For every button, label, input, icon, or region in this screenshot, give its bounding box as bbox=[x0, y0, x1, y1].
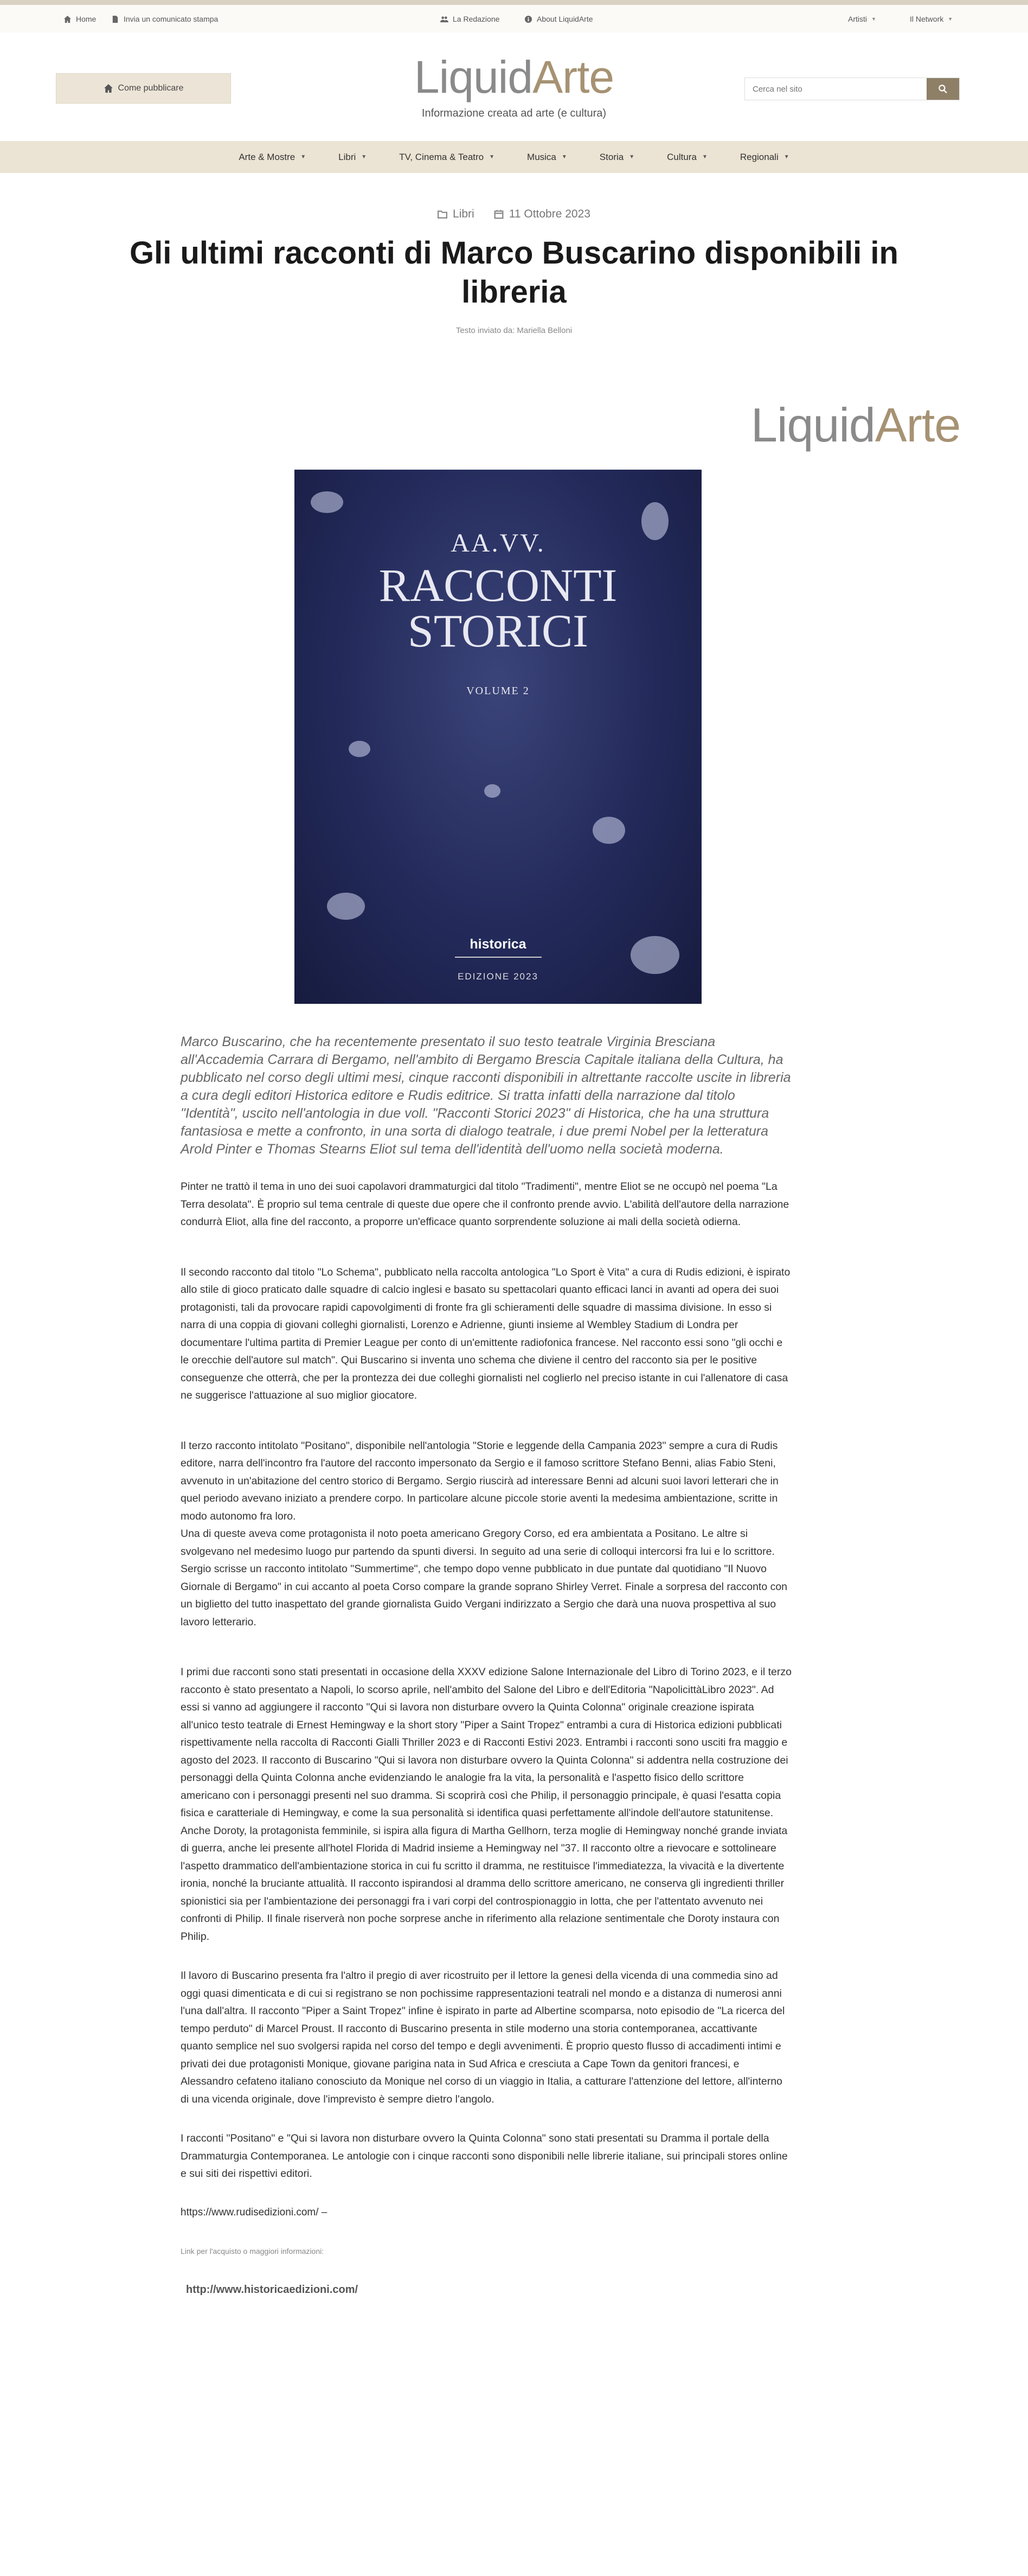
network-dropdown[interactable] bbox=[910, 15, 953, 23]
chevron-down-icon: ▼ bbox=[300, 154, 306, 160]
chevron-down-icon: ▼ bbox=[629, 154, 635, 160]
network-label: Il Network bbox=[910, 15, 944, 23]
article-paragraph: I primi due racconti sono stati presentati in occasione della XXXV edizione Salone Internazionale del Libro di Torino 2023, e il terzo racconto è stato presentato a Napoli, lo scorso aprile, nell'ambito del Salone del Libro e dell'Editoria "NapolicittàLibro 2023". Ad essi si vanno ad aggiungere il racconto "Qui si lavora non disturbare ovvero la Quinta Colonna" originale creazione ispirata all'unico testo teatrale di Ernest Hemingway e la short story "Piper a Saint Tropez" entrambi a cura di Historica edizioni pubblicati rispettivamente nella raccolta di Racconti Gialli Thriller 2023 e di Racconti Estivi 2023. Entrambi i racconti sono usciti fra maggio e agosto del 2023. Il racconto di Buscarino "Qui si lavora non disturbare ovvero la Quinta Colonna" si addentra nella costruzione dei personaggi della Quinta Colonna anche evidenziando le analogie fra la vita, la personalità e l'aspetto fisico dello scrittore americano con i personaggi presenti nel suo dramma. Si scoprirà così che Philip, il personaggio principale, è quasi l'esatta copia fisica e caratteriale di Hemingway, e come la sua personalità si identifica quasi perfettamente all'indole dell'autore statunitense. Anche Doroty, la protagonista femminile, si ispira alla figura di Martha Gellhorn, terza moglie di Hemingway nonché grande inviata di guerra, anche lei presente all'hotel Florida di Madrid insieme a Hemingway nel "37. Il racconto oltre a rievocare e sottolineare l'aspetto drammatico dell'ambientazione storica in cui fu scritto il dramma, ne restituisce l'immediatezza, la vivacità e la divertente ironia, nonché la bruciante attualità. Il racconto ispirandosi al dramma dello scrittore americano, ne conserva gli ingredienti thriller spionistici sia per l'ambientazione dei personaggi fra i vari corpi del controspionaggio in lotta, che per l'attentato avvenuto nei confronti di Philip. Il finale riserverà non poche sorprese anche in riferimento alla relazione sentimentale che Doroty instaura con Philip. bbox=[181, 1666, 792, 1943]
search-form bbox=[744, 78, 960, 100]
article-meta bbox=[0, 208, 1028, 221]
logo-part-liquid: Liquid bbox=[751, 398, 875, 452]
cover-texture bbox=[484, 784, 500, 798]
publish-button-label: Come pubblicare bbox=[118, 84, 184, 93]
folder-icon bbox=[438, 209, 447, 219]
book-cover-image bbox=[294, 470, 702, 1004]
article-paragraph: Pinter ne trattò il tema in uno dei suoi capolavori drammaturgici dal titolo "Tradimenti", mentre Eliot se ne occupò nel poema "La Terra desolata". È proprio sul tema centrale di queste due opere che il confronto prende avvio. L'abilità dell'autore della narrazione condurrà Eliot, alla fine del racconto, a proporre un'efficace quanto sorprendente soluzione ai mali della società odierna. bbox=[181, 1181, 789, 1228]
search-input[interactable] bbox=[745, 78, 927, 100]
search-icon bbox=[938, 84, 948, 94]
main-menu bbox=[222, 152, 805, 163]
search-button[interactable] bbox=[927, 78, 959, 100]
press-release-label: Invia un comunicato stampa bbox=[124, 15, 219, 23]
link-note: Link per l'acquisto o maggiori informazioni: bbox=[181, 2246, 324, 2255]
nav-item-regionali[interactable] bbox=[740, 152, 789, 163]
home-icon bbox=[63, 15, 72, 23]
logo-part-liquid: Liquid bbox=[414, 52, 533, 102]
article-byline: Testo inviato da: Mariella Belloni bbox=[455, 326, 573, 335]
historica-link[interactable]: http://www.historicaedizioni.com/ bbox=[186, 2283, 358, 2296]
top-bar bbox=[0, 0, 1028, 33]
nav-item-label: Libri bbox=[338, 151, 356, 162]
article-paragraph: I racconti "Positano" e "Qui si lavora non disturbare ovvero la Quinta Colonna" sono stati presentati su Dramma il portale della Drammaturgia Contemporanea. Le antologie con i cinque racconti sono disponibili nelle librerie italiane, sui principali stores online e sui siti dei rispettivi editori. bbox=[181, 2132, 788, 2180]
nav-item-label: Storia bbox=[599, 151, 624, 162]
document-icon bbox=[111, 15, 119, 23]
chevron-down-icon: ▼ bbox=[489, 154, 495, 160]
article-paragraph: Il terzo racconto intitolato "Positano", disponibile nell'antologia "Storie e leggende della Campania 2023" sempre a cura di Rudis editore, narra dell'incontro fra l'autore del racconto impersonato da Sergio e il famoso scrittore Stefano Benni, alias Fabio Steni, avvenuto in un'abitazione del centro storico di Bergamo. Sergio riuscirà ad interessare Benni ad alcuni suoi lavori letterari che in quel periodo avevano iniziato a prendere corpo. In particolare alcune piccole storie aventi la medesima ambientazione, scritte in modo autonomo fra loro. bbox=[181, 1439, 779, 1522]
about-link[interactable] bbox=[524, 15, 593, 23]
site-header bbox=[0, 33, 1028, 141]
date-label: 11 Ottobre 2023 bbox=[509, 208, 590, 220]
article-paragraph: Il secondo racconto dal titolo "Lo Schema", pubblicato nella raccolta antologica "Lo Sport è Vita" a cura di Rudis edizioni, è ispirato allo stile di gioco praticato dalle squadre di calcio inglesi e basato su spettacolari quanto efficaci lanci in avanti ad opera dei suoi protagonisti, tali da provocare rapidi capovolgimenti di fronte fra gli schieramenti delle squadre di massima divisione. In esso si narra di una coppia di giovani colleghi giornalisti, Lorenzo e Adrienne, giunti insieme al Wembley Stadium di Londra per documentare l'ultima partita di Premier League per conto di un'emittente radiofonica francese. Nel racconto essi sono "gli occhi e le orecchie dell'autore sul match". Qui Buscarino si inventa uno schema che diviene il centro del racconto sia per le positive conseguenze che otterrà, che per la prontezza dei due colleghi giornalisti nel coglierlo nel preciso istante in cui l'allenatore di casa ne suggerisce l'attuazione al suo miglior giocatore. bbox=[181, 1266, 791, 1401]
artisti-dropdown[interactable] bbox=[848, 15, 876, 23]
cover-texture bbox=[349, 741, 370, 757]
chevron-down-icon: ▼ bbox=[948, 16, 953, 22]
main-nav bbox=[0, 141, 1028, 173]
users-icon bbox=[440, 15, 448, 23]
nav-item-arte-mostre[interactable] bbox=[239, 152, 306, 163]
nav-item-cultura[interactable] bbox=[667, 152, 708, 163]
cover-title-line1: RACCONTI bbox=[378, 559, 618, 611]
home-link[interactable] bbox=[63, 15, 96, 23]
site-tagline: Informazione creata ad arte (e cultura) bbox=[421, 107, 607, 119]
nav-item-label: Musica bbox=[527, 151, 556, 162]
nav-item-storia[interactable] bbox=[600, 152, 634, 163]
chevron-down-icon: ▼ bbox=[871, 16, 876, 22]
nav-item-tv-cinema-teatro[interactable] bbox=[399, 152, 494, 163]
info-icon bbox=[524, 15, 532, 23]
cover-texture bbox=[327, 893, 365, 920]
logo-part-arte: Arte bbox=[532, 52, 614, 102]
article-category[interactable] bbox=[438, 208, 474, 221]
chevron-down-icon: ▼ bbox=[783, 154, 789, 160]
cover-publisher: historica bbox=[470, 937, 526, 952]
logo-part-arte: Arte bbox=[875, 398, 961, 452]
home-label: Home bbox=[76, 15, 97, 23]
chevron-down-icon: ▼ bbox=[361, 154, 367, 160]
nav-item-label: Arte & Mostre bbox=[239, 151, 295, 162]
chevron-down-icon: ▼ bbox=[702, 154, 708, 160]
nav-item-musica[interactable] bbox=[527, 152, 567, 163]
cover-texture bbox=[593, 817, 625, 844]
article-body bbox=[181, 1033, 792, 2296]
article-lead: Marco Buscarino, che ha recentemente presentato il suo testo teatrale Virginia Bresciana all'Accademia Carrara di Bergamo, nell'ambito di Bergamo Brescia Capitale italiana della Cultura, ha pubblicato nel corso degli ultimi mesi, cinque racconti disponibili in altrettante raccolte uscite in libreria a cura degli editori Historica editore e Rudis editrice. Si tratta infatti della narrazione dal titolo "Identità", uscito nell'antologia in due voll. "Racconti Storici 2023" di Historica, che ha una struttura fantasiosa e mette a confronto, in una sorta di dialogo teatrale, i due premi Nobel per la letteratura Arold Pinter e Thomas Stearns Eliot sul tema dell'identità dell'uomo nella società moderna. bbox=[181, 1034, 791, 1157]
cover-title-line2: STORICI bbox=[408, 605, 588, 657]
cover-edition: EDIZIONE 2023 bbox=[458, 971, 538, 982]
article-logo bbox=[751, 398, 961, 452]
category-label: Libri bbox=[453, 208, 474, 220]
chevron-down-icon: ▼ bbox=[561, 154, 567, 160]
press-release-link[interactable] bbox=[111, 15, 218, 23]
cover-texture bbox=[311, 491, 343, 513]
calendar-icon bbox=[494, 209, 504, 219]
redazione-label: La Redazione bbox=[453, 15, 500, 23]
nav-item-label: TV, Cinema & Teatro bbox=[399, 151, 484, 162]
article-paragraph: Una di queste aveva come protagonista il noto poeta americano Gregory Corso, ed era ambientata a Positano. Le altre si svolgevano nel medesimo luogo pur partendo da spunti diversi. In seguito ad una serie di colloqui intercorsi fra lui e lo scrittore. Sergio scrisse un racconto intitolato "Summertime", che tempo dopo venne pubblicato in due puntate dal quotidiano "Il Nuovo Giornale di Bergamo" in cui accanto al poeta Corso compare la grande soprano Shirley Verret. Finale a sorpresa del racconto con un biglietto del tutto inaspettato del grande giornalista Guido Vergani indirizzato a Sergio che darà una nuova prospettiva al suo lavoro letterario. bbox=[181, 1528, 788, 1628]
rudis-link[interactable]: https://www.rudisedizioni.com/ – bbox=[181, 2206, 327, 2218]
redazione-link[interactable] bbox=[440, 15, 499, 23]
cover-volume: VOLUME 2 bbox=[466, 685, 530, 697]
nav-item-label: Cultura bbox=[667, 151, 697, 162]
article-title: Gli ultimi racconti di Marco Buscarino disponibili in libreria bbox=[130, 235, 898, 310]
cover-author: AA.VV. bbox=[451, 529, 545, 558]
about-label: About LiquidArte bbox=[537, 15, 593, 23]
nav-item-libri[interactable] bbox=[338, 152, 367, 163]
nav-item-label: Regionali bbox=[740, 151, 779, 162]
article-date bbox=[494, 208, 590, 221]
cover-divider bbox=[455, 957, 542, 958]
article-paragraph: Il lavoro di Buscarino presenta fra l'altro il pregio di aver ricostruito per il lettore la genesi della vicenda di una commedia sino ad oggi quasi dimenticata e di cui si registrano se non pochissime rappresentazioni teatrali nel mondo e a distanza di numerosi anni l'una dall'altra. Il racconto "Piper a Saint Tropez" infine è ispirato in parte ad Albertine scomparsa, noto episodio de "La ricerca del tempo perduto" di Marcel Proust. Il racconto di Buscarino presenta in stile moderno una storia contemporanea, accattivante quanto semplice nel suo svolgersi rapida nel corso del tempo e degli avvenimenti. È proprio questo flusso di accadimenti intimi e privati dei due protagonisti Monique, giovane parigina nata in Sud Africa e cresciuta a Cape Town da genitori francesi, e Alessandro cefateno italiano conosciuto da Monique nel corso di un viaggio in Italia, a catturare l'attenzione del lettore, all'interno di una vicenda originale, dove l'imprevisto è sempre dietro l'angolo. bbox=[181, 1970, 785, 2105]
artisti-label: Artisti bbox=[848, 15, 867, 23]
